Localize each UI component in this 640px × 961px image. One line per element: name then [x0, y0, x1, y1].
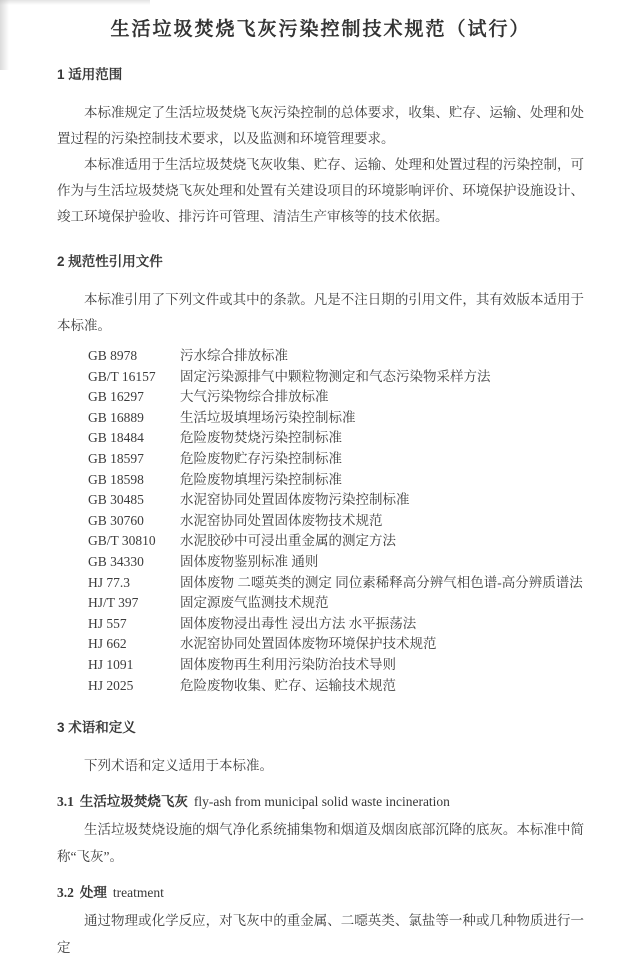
- reference-title: 大气污染物综合排放标准: [180, 389, 329, 405]
- reference-code: HJ 557: [88, 615, 127, 631]
- reference-title: 固定源废气监测技术规范: [180, 595, 329, 611]
- reference-row: [88, 511, 584, 532]
- term-name-zh: 生活垃圾焚烧飞灰: [79, 794, 188, 810]
- reference-row: [88, 614, 584, 635]
- term-definition: 通过物理或化学反应，对飞灰中的重金属、二噁英类、氯盐等一种或几种物质进行一定: [57, 913, 584, 956]
- section-3-heading: 3 术语和定义: [57, 720, 136, 736]
- section-scope: [57, 66, 584, 230]
- reference-title: 水泥窑协同处置固体废物技术规范: [180, 512, 383, 528]
- reference-row: [88, 634, 584, 655]
- term-3-2-heading: [57, 880, 584, 905]
- reference-list: [88, 346, 584, 696]
- reference-code: GB/T 16157: [88, 368, 156, 384]
- reference-title: 水泥胶砂中可浸出重金属的测定方法: [180, 533, 396, 549]
- reference-title: 固定污染源排气中颗粒物测定和气态污染物采样方法: [180, 368, 491, 384]
- section-2-heading: 2 规范性引用文件: [57, 254, 163, 269]
- reference-title: 危险废物贮存污染控制标准: [180, 450, 342, 466]
- reference-row: [88, 387, 584, 408]
- reference-row: [88, 531, 584, 552]
- section-terms: [57, 719, 584, 961]
- reference-row: [88, 449, 584, 470]
- term-item: [57, 880, 584, 961]
- term-definition: 生活垃圾焚烧设施的烟气净化系统捕集物和烟道及烟囱底部沉降的底灰。本标准中简称“飞灰”。: [57, 822, 584, 865]
- reference-code: GB 16889: [88, 409, 144, 425]
- reference-title: 固体废物 二噁英类的测定 同位素稀释高分辨气相色谱-高分辨质谱法: [180, 574, 583, 590]
- reference-row: [88, 490, 584, 511]
- reference-title: 生活垃圾填埋场污染控制标准: [180, 409, 356, 425]
- reference-code: GB 30485: [88, 492, 144, 508]
- section-1-heading: 1 适用范围: [57, 67, 123, 82]
- reference-title: 危险废物填埋污染控制标准: [180, 471, 342, 487]
- reference-code: HJ/T 397: [88, 595, 139, 611]
- reference-code: HJ 77.3: [88, 574, 131, 590]
- reference-title: 固体废物再生利用污染防治技术导则: [180, 656, 396, 672]
- reference-code: GB 34330: [88, 553, 144, 569]
- reference-row: [88, 655, 584, 676]
- section-references: [57, 253, 584, 696]
- term-name-en: treatment: [112, 885, 164, 901]
- reference-row: [88, 573, 584, 594]
- reference-code: GB 8978: [88, 348, 138, 363]
- scan-shadow-top: [0, 0, 150, 5]
- reference-code: HJ 2025: [88, 677, 134, 693]
- reference-code: GB 18598: [88, 471, 144, 487]
- reference-code: GB 16297: [88, 389, 144, 405]
- reference-row: [88, 552, 584, 573]
- reference-row: [88, 428, 584, 449]
- reference-row: [88, 676, 584, 697]
- reference-title: 危险废物收集、贮存、运输技术规范: [180, 677, 396, 693]
- reference-code: GB/T 30810: [88, 533, 156, 549]
- reference-row: [88, 367, 584, 388]
- reference-title: 固体废物浸出毒性 浸出方法 水平振荡法: [180, 615, 417, 631]
- scope-paragraph-1: 本标准规定了生活垃圾焚烧飞灰污染控制的总体要求，收集、贮存、运输、处理和处置过程的污染控制技术要求，以及监测和环境管理要求。: [57, 105, 584, 146]
- scope-paragraph-2: 本标准适用于生活垃圾焚烧飞灰收集、贮存、运输、处理和处置过程的污染控制，可作为与生活垃圾焚烧飞灰处理和处置有关建设项目的环境影响评价、环境保护设施设计、竣工环境保护验收、排污许可管理、清洁生产审核等的技术依据。: [57, 157, 584, 224]
- scan-shadow-left: [0, 0, 9, 70]
- reference-title: 水泥窑协同处置固体废物污染控制标准: [180, 492, 410, 508]
- reference-row: [88, 346, 584, 367]
- reference-code: GB 30760: [88, 512, 144, 528]
- term-name-zh: 处理: [79, 885, 107, 901]
- term-name-en: fly-ash from municipal solid waste incineration: [193, 794, 450, 810]
- reference-code: HJ 662: [88, 636, 127, 652]
- term-item: [57, 789, 584, 870]
- reference-row: [88, 408, 584, 429]
- reference-row: [88, 593, 584, 614]
- references-intro: 本标准引用了下列文件或其中的条款。凡是不注日期的引用文件，其有效版本适用于本标准。: [57, 292, 584, 333]
- document-title: 生活垃圾焚烧飞灰污染控制技术规范（试行）: [110, 19, 531, 40]
- term-number: 3.2: [57, 885, 74, 901]
- reference-code: HJ 1091: [88, 656, 134, 672]
- term-3-1-heading: [57, 789, 584, 814]
- term-number: 3.1: [57, 794, 74, 810]
- reference-title: 污水综合排放标准: [180, 348, 288, 363]
- reference-title: 危险废物焚烧污染控制标准: [180, 430, 342, 446]
- reference-code: GB 18597: [88, 450, 144, 466]
- reference-row: [88, 470, 584, 491]
- reference-code: GB 18484: [88, 430, 144, 446]
- reference-title: 水泥窑协同处置固体废物环境保护技术规范: [180, 636, 437, 652]
- terms-intro: 下列术语和定义适用于本标准。: [84, 758, 273, 774]
- reference-title: 固体废物鉴别标准 通则: [180, 553, 319, 569]
